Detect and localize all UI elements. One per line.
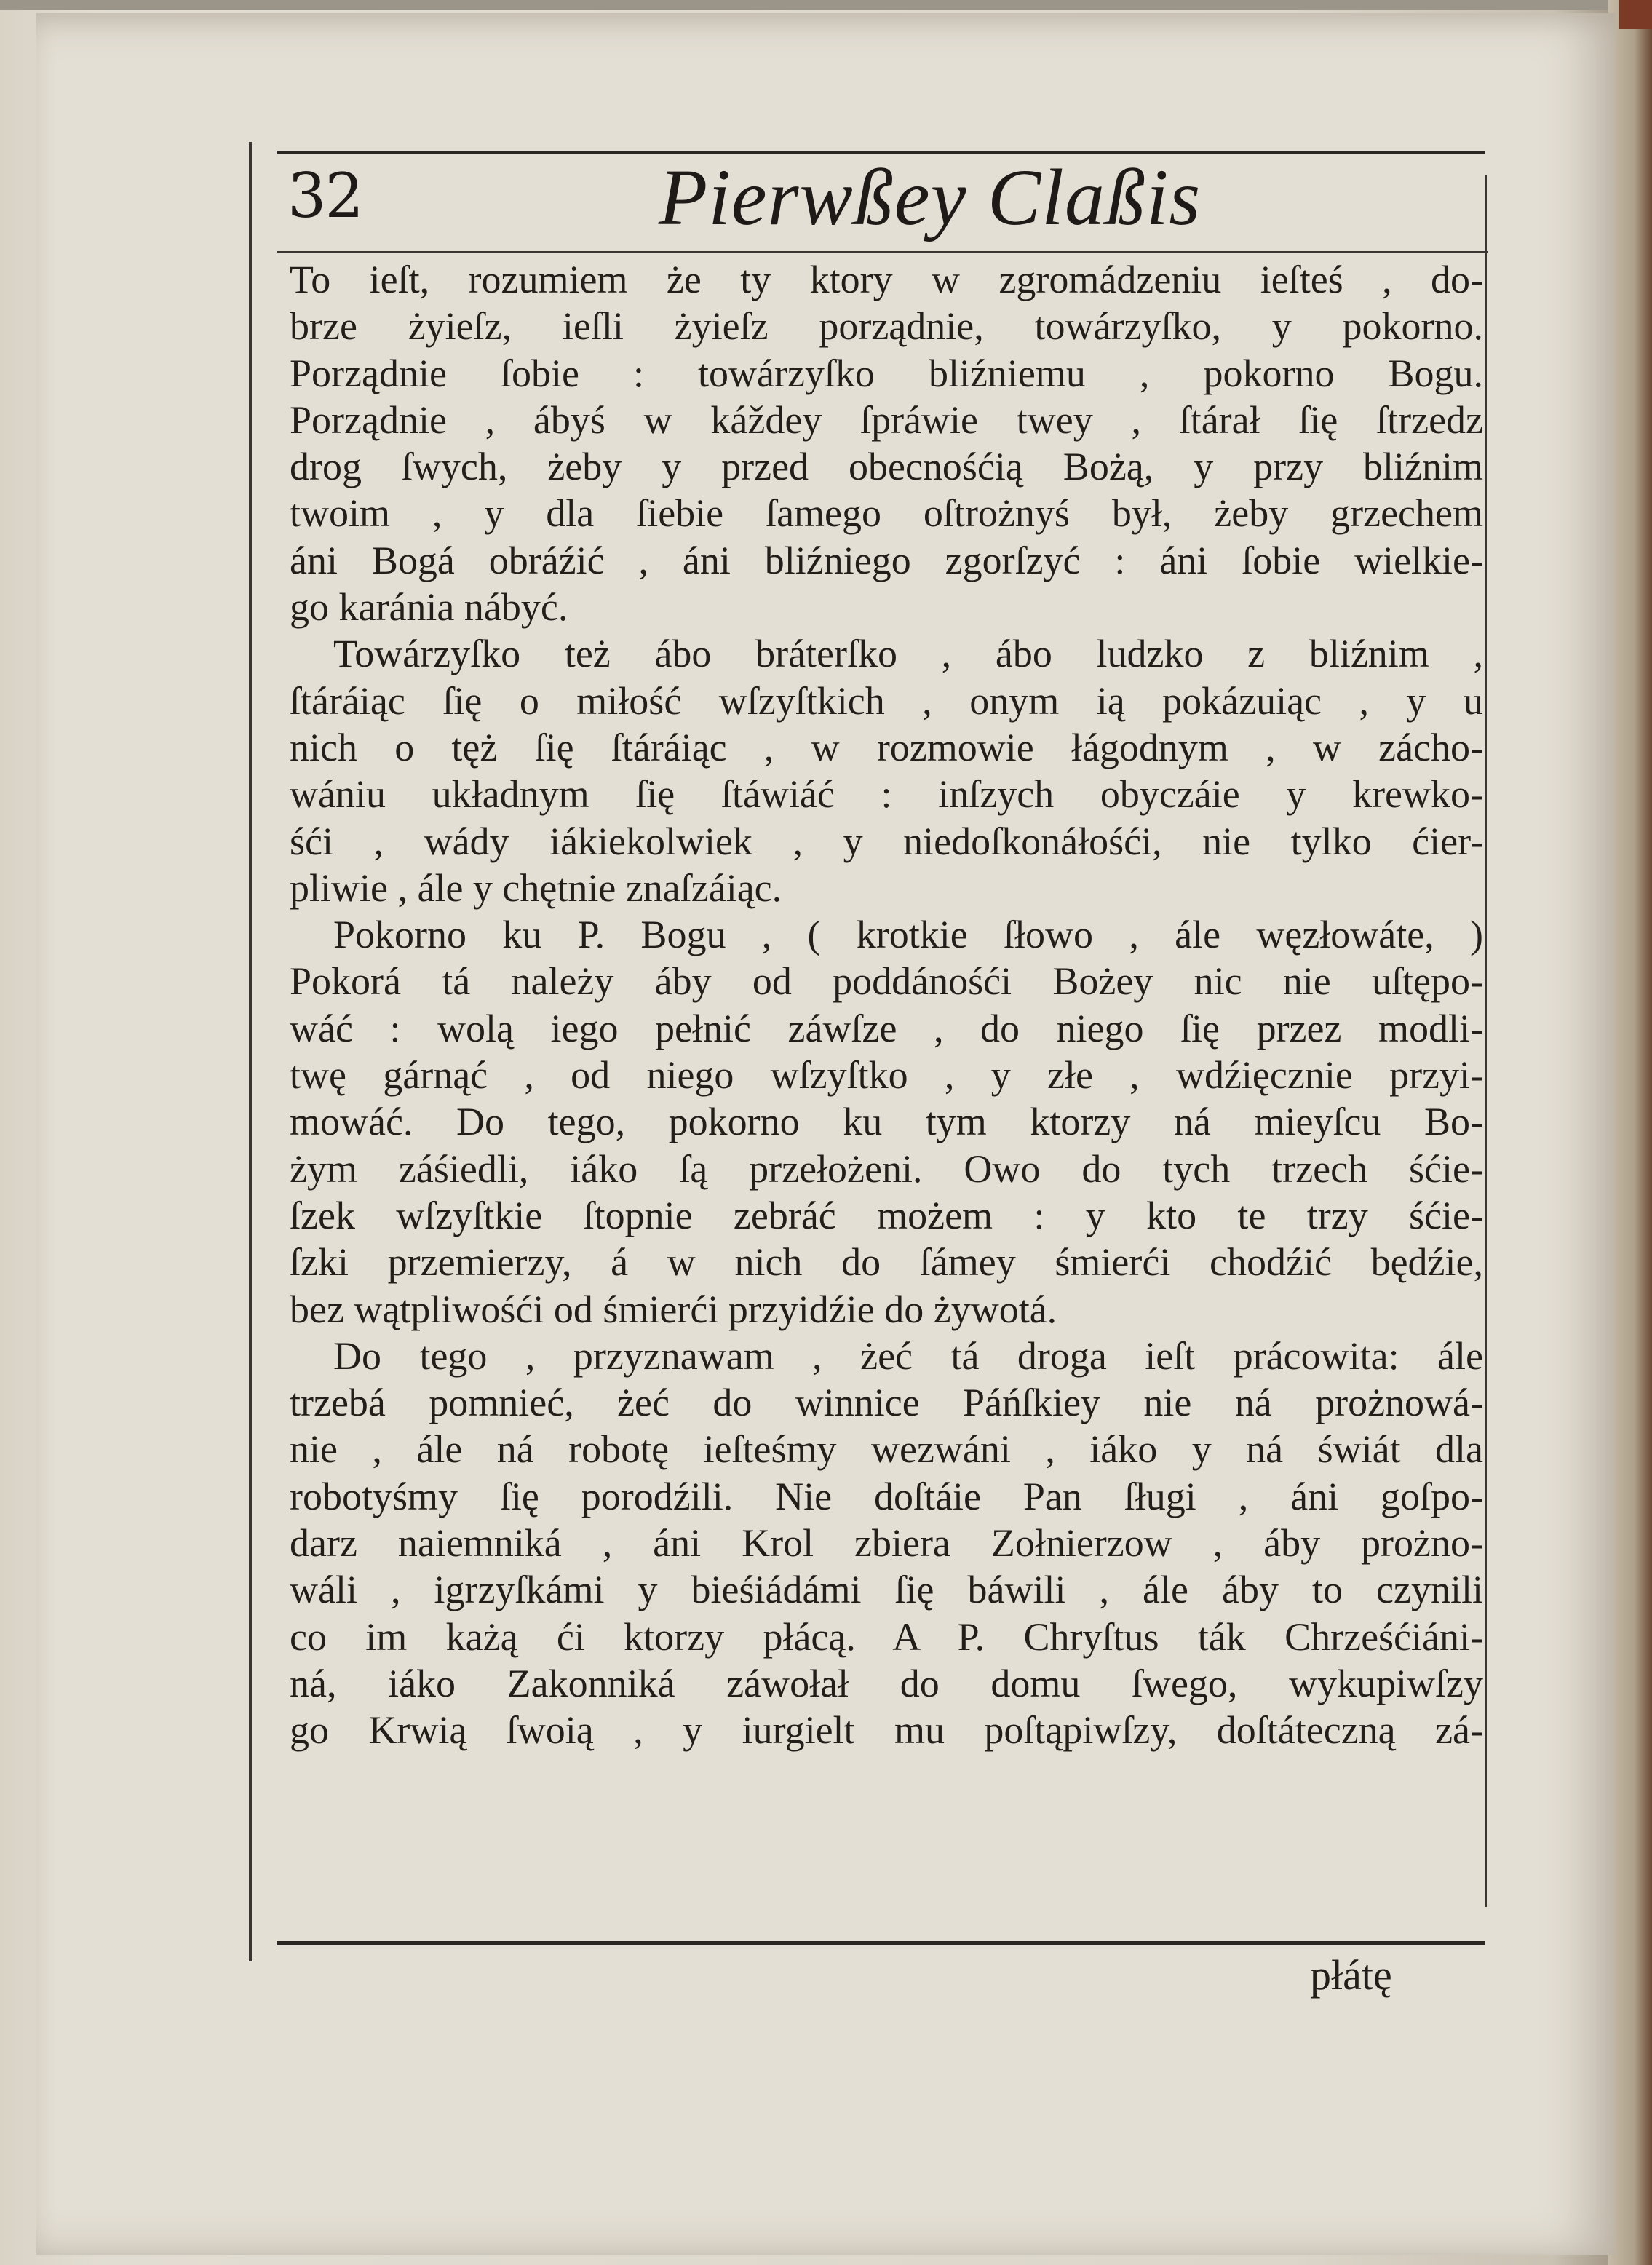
text-line: śći , wády iákiekolwiek , y niedoſkonáłośći, nie tylko ćier-: [290, 819, 1483, 863]
text-line: co im każą ći ktorzy płácą. A P. Chryſtus ták Chrześćiáni-: [290, 1614, 1483, 1659]
text-line: ſtáráiąc ſię o miłość wſzyſtkich , onym ią pokázuiąc , y u: [290, 678, 1483, 723]
text-line: ſzek wſzyſtkie ſtopnie zebráć możem : y kto te trzy śćie-: [290, 1193, 1483, 1237]
text-line: bez wątpliwośći od śmierći przyidźie do żywotá.: [290, 1287, 1057, 1331]
text-line: brze żyieſz, ieſli żyieſz porządnie, towárzyſko, y pokorno.: [290, 304, 1483, 349]
text-line: Pokorá tá należy áby od poddánośći Bożey nic nie uſtępo-: [290, 959, 1483, 1004]
text-line: Do tego , przyznawam , żeć tá droga ieſt prácowita: ále: [333, 1333, 1483, 1378]
text-line: nich o tęż ſię ſtáráiąc , w rozmowie łágodnym , w zácho-: [290, 725, 1483, 769]
text-line: go Krwią ſwoią , y iurgielt mu poſtąpiwſzy, doſtáteczną zá-: [290, 1708, 1483, 1753]
text-line: trzebá pomnieć, żeć do winnice Páńſkiey nie ná prożnowá-: [290, 1381, 1483, 1425]
text-line: robotyśmy ſię porodźili. Nie doſtáie Pan ſługi , áni goſpo-: [290, 1474, 1483, 1518]
text-line: twę gárnąć , od niego wſzyſtko , y złe , wdźięcznie przyi-: [290, 1053, 1483, 1098]
text-line: To ieſt, rozumiem że ty ktory w zgromádzeniu ieſteś , do-: [290, 258, 1483, 301]
text-line: wániu układnym ſię ſtáwiáć : inſzych obyczáie y krewko-: [290, 772, 1483, 817]
footer-rule: [277, 1941, 1485, 1945]
text-line: pliwie , ále y chętnie znaſzáiąc.: [290, 865, 782, 910]
body-text: [290, 256, 1483, 1754]
text-line: drog ſwych, żeby y przed obecnośćią Bożą, y przy bliźnim: [290, 445, 1483, 489]
book-top-edge: [0, 0, 1652, 10]
text-line: mowáć. Do tego, pokorno ku tym ktorzy ná mieyſcu Bo-: [290, 1100, 1483, 1144]
text-line: ſzki przemierzy, á w nich do ſámey śmierći chodźić będźie,: [290, 1240, 1483, 1285]
left-frame-rule: [249, 142, 252, 1961]
text-line: go karánia nábyć.: [290, 585, 568, 630]
catchword: płátę: [1310, 1951, 1392, 1999]
text-line: darz naiemniká , áni Krol zbiera Zołnierzow , áby prożno-: [290, 1521, 1483, 1566]
text-line: nie , ále ná robotę ieſteśmy wezwáni , iáko y ná świát dla: [290, 1427, 1483, 1472]
text-line: áni Bogá obráźić , áni bliźniego zgorſzyć : áni ſobie wielkie-: [290, 538, 1483, 582]
text-line: wáć : wolą iego pełnić záwſze , do niego ſię przez modli-: [290, 1006, 1483, 1050]
text-line: twoim , y dla ſiebie ſamego oſtrożnyś był, żeby grzechem: [290, 491, 1483, 536]
text-line: wáli , igrzyſkámi y bieśiádámi ſię báwili , ále áby to czynili: [290, 1568, 1483, 1612]
text-line: Pokorno ku P. Bogu , ( krotkie ſłowo , ále węzłowáte, ): [333, 913, 1483, 957]
text-line: Towárzyſko też ábo bráterſko , ábo ludzko z bliźnim ,: [333, 632, 1483, 676]
right-frame-rule: [1485, 175, 1487, 1907]
text-line: Porządnie , ábyś w káždey ſpráwie twey , ſtárał ſię ſtrzedz: [290, 397, 1483, 442]
binding-mark: [1619, 0, 1652, 29]
text-line: Porządnie ſobie : towárzyſko bliźniemu , pokorno Bogu.: [290, 351, 1483, 395]
running-head: Pierwßey Claßis: [659, 153, 1202, 242]
header-underline-rule: [277, 251, 1488, 253]
text-line: żym záśiedli, iáko ſą przełożeni. Owo do tych trzech śćie-: [290, 1146, 1483, 1191]
text-line: ná, iáko Zakonniká záwołał do domu ſwego, wykupiwſzy: [290, 1661, 1483, 1705]
page-number: 32: [287, 160, 362, 231]
